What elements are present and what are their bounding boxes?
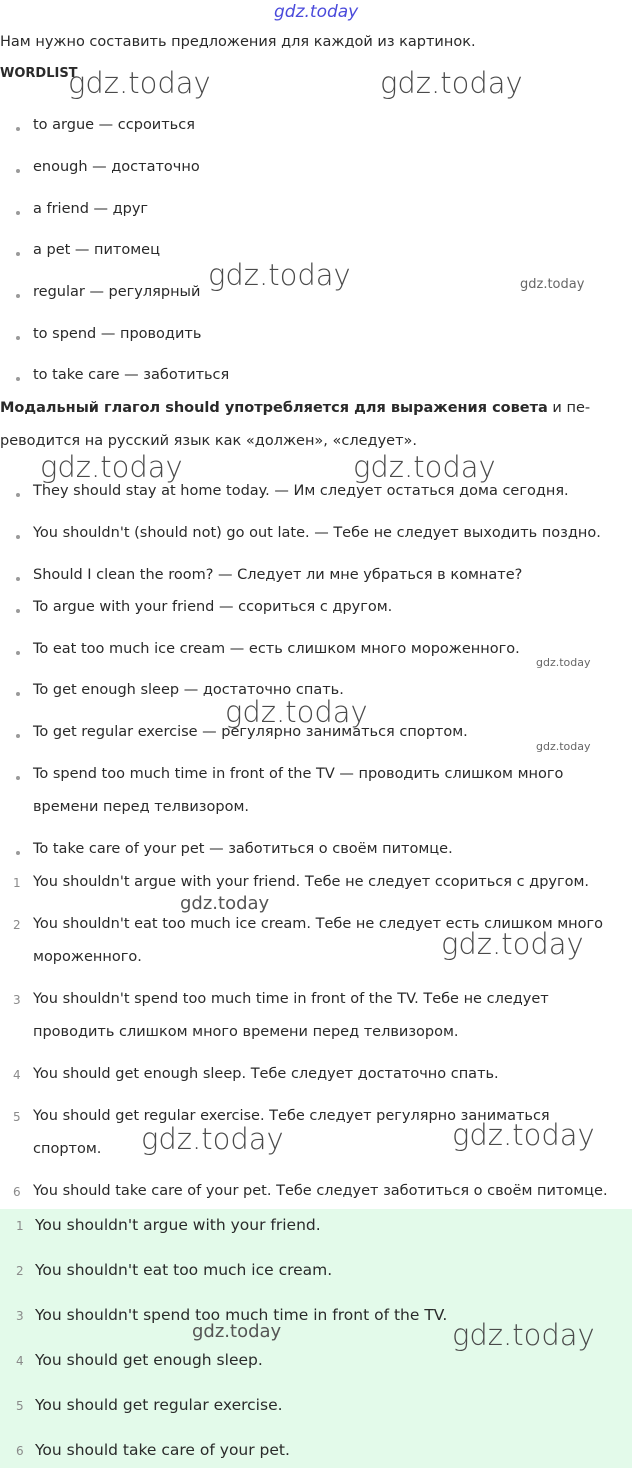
final-answer: You shouldn't argue with your friend.	[35, 1216, 321, 1234]
grammar-note	[0, 400, 590, 416]
answer-line-continued: спортом.	[33, 1141, 102, 1157]
item-number: 2	[16, 1264, 24, 1278]
grammar-bold: Модальный глагол should употребляется для выражения совета	[0, 400, 548, 416]
bullet-icon	[16, 535, 20, 539]
bullet-icon	[16, 651, 20, 655]
bullet-icon	[16, 252, 20, 256]
list-item: You shouldn't (should not) go out late. — Тебе не следует выходить поздно.	[33, 525, 601, 541]
list-item: to spend — проводить	[33, 326, 202, 342]
list-item: to take care — заботиться	[33, 367, 230, 383]
wordlist-heading: WORDLIST	[0, 66, 78, 81]
watermark: gdz.today	[192, 1321, 282, 1342]
item-number: 2	[13, 918, 21, 932]
list-item-continued: времени перед телвизором.	[33, 799, 250, 815]
final-answer: You should take care of your pet.	[35, 1441, 290, 1459]
watermark: gdz.today	[225, 695, 368, 729]
answer-line: You shouldn't eat too much ice cream. Тебе не следует есть слишком много	[33, 916, 604, 932]
list-item: To eat too much ice cream — есть слишком много мороженного.	[33, 641, 520, 657]
grammar-line-2: реводится на русский язык как «должен», «следует».	[0, 433, 417, 449]
watermark: gdz.today	[380, 66, 523, 100]
item-number: 3	[13, 993, 21, 1007]
list-item: To take care of your pet — заботиться о своём питомце.	[33, 841, 453, 857]
bullet-icon	[16, 734, 20, 738]
grammar-rest: и пе-	[547, 400, 591, 416]
answer-line: You should take care of your pet. Тебе следует заботиться о своём питомце.	[33, 1183, 608, 1199]
final-answer: You should get enough sleep.	[35, 1351, 263, 1369]
bullet-icon	[16, 776, 20, 780]
list-item: a friend — друг	[33, 201, 149, 217]
list-item: Should I clean the room? — Следует ли мне убраться в комнате?	[33, 567, 523, 583]
list-item: to argue — ссроиться	[33, 117, 195, 133]
list-item: To get regular exercise — регулярно заниматься спортом.	[33, 724, 468, 740]
bullet-icon	[16, 577, 20, 581]
bullet-icon	[16, 211, 20, 215]
watermark: gdz.today	[353, 450, 496, 484]
item-number: 1	[16, 1219, 24, 1233]
bullet-icon	[16, 169, 20, 173]
intro-text: Нам нужно составить предложения для каждой из картинок.	[0, 34, 476, 50]
final-answer: You shouldn't spend too much time in front of the TV.	[35, 1306, 448, 1324]
watermark: gdz.today	[40, 450, 183, 484]
bullet-icon	[16, 336, 20, 340]
watermark: gdz.today	[536, 656, 591, 669]
item-number: 6	[16, 1444, 24, 1458]
bullet-icon	[16, 377, 20, 381]
list-item: To get enough sleep — достаточно спать.	[33, 682, 344, 698]
item-number: 4	[16, 1354, 24, 1368]
bullet-icon	[16, 294, 20, 298]
watermark: gdz.today	[536, 740, 591, 753]
bullet-icon	[16, 609, 20, 613]
watermark: gdz.today	[452, 1118, 595, 1152]
watermark: gdz.today	[452, 1318, 595, 1352]
answer-line: You shouldn't argue with your friend. Тебе не следует ссориться с другом.	[33, 874, 590, 890]
watermark: gdz.today	[141, 1122, 284, 1156]
answer-line-continued: мороженного.	[33, 949, 142, 965]
item-number: 3	[16, 1309, 24, 1323]
list-item: To spend too much time in front of the TV — проводить слишком много	[33, 766, 564, 782]
watermark: gdz.today	[68, 66, 211, 100]
list-item: regular — регулярный	[33, 284, 201, 300]
bullet-icon	[16, 851, 20, 855]
item-number: 4	[13, 1068, 21, 1082]
watermark: gdz.today	[180, 893, 270, 914]
answer-line: You should get regular exercise. Тебе следует регулярно заниматься	[33, 1108, 550, 1124]
bullet-icon	[16, 127, 20, 131]
list-item: They should stay at home today. — Им следует остаться дома сегодня.	[33, 483, 569, 499]
watermark: gdz.today	[208, 258, 351, 292]
answer-line: You should get enough sleep. Тебе следует достаточно спать.	[33, 1066, 499, 1082]
site-logo[interactable]: gdz.today	[274, 2, 359, 22]
answer-line: You shouldn't spend too much time in front of the TV. Тебе не следует	[33, 991, 549, 1007]
bullet-icon	[16, 692, 20, 696]
final-answer: You shouldn't eat too much ice cream.	[35, 1261, 333, 1279]
watermark: gdz.today	[441, 927, 584, 961]
item-number: 5	[13, 1110, 21, 1124]
answer-line-continued: проводить слишком много времени перед телвизором.	[33, 1024, 459, 1040]
final-answer: You should get regular exercise.	[35, 1396, 283, 1414]
item-number: 1	[13, 876, 21, 890]
watermark: gdz.today	[520, 277, 585, 292]
list-item: To argue with your friend — ссориться с другом.	[33, 599, 393, 615]
bullet-icon	[16, 493, 20, 497]
item-number: 5	[16, 1399, 24, 1413]
list-item: enough — достаточно	[33, 159, 200, 175]
item-number: 6	[13, 1185, 21, 1199]
list-item: a pet — питомец	[33, 242, 160, 258]
